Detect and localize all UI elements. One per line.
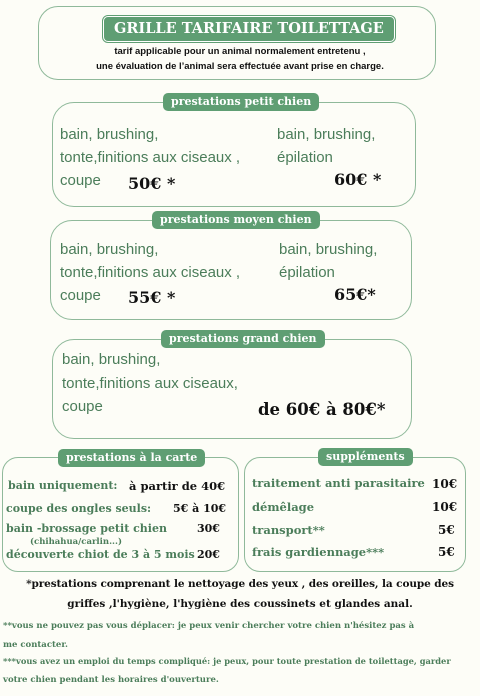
petit-left-line-2: tonte,finitions aux ciseaux , — [60, 149, 241, 166]
moyen-right-line-2: épilation — [279, 264, 335, 281]
carte-item-2-price: 5€ à 10€ — [173, 502, 227, 515]
carte-item-3-price: 30€ — [197, 522, 220, 535]
footnote-1b: griffes ,l'hygiène, l'hygiène des coussinets et glandes anal. — [67, 598, 413, 610]
supp-item-1-price: 10€ — [432, 477, 458, 491]
carte-item-1-price: à partir de 40€ — [129, 479, 226, 493]
grand-price: de 60€ à 80€* — [258, 400, 386, 419]
footnote-3b: votre chien pendant les horaires d'ouverture. — [3, 675, 219, 685]
carte-item-3-label: bain -brossage petit chien — [6, 522, 167, 535]
footnote-2a: **vous ne pouvez pas vous déplacer: je peux venir chercher votre chien n'hésitez pas à — [3, 621, 415, 631]
moyen-left-line-1: bain, brushing, — [60, 241, 159, 258]
header-line-1: tarif applicable pour un animal normalement entretenu , — [114, 46, 366, 57]
supp-item-4-label: frais gardiennage*** — [252, 545, 385, 559]
moyen-right-price: 65€* — [334, 285, 376, 304]
supp-item-3-price: 5€ — [438, 523, 455, 537]
petit-left-line-1: bain, brushing, — [60, 126, 159, 143]
page-title: GRILLE TARIFAIRE TOILETTAGE — [103, 16, 395, 42]
petit-right-price: 60€ * — [334, 170, 382, 189]
supp-item-3-label: transport** — [252, 523, 325, 537]
moyen-left-line-3: coupe — [60, 287, 101, 304]
carte-item-4-label: découverte chiot de 3 à 5 mois — [6, 548, 195, 561]
footnote-3a: ***vous avez un emploi du temps compliqué: je peux, pour toute prestation de toilettage, garder — [3, 656, 451, 666]
header-line-2: une évaluation de l’animal sera effectuée avant prise en charge. — [96, 61, 384, 72]
supplements-tag: suppléments — [318, 448, 413, 466]
carte-item-2-label: coupe des ongles seuls: — [6, 502, 152, 515]
moyen-chien-tag: prestations moyen chien — [152, 211, 320, 229]
petit-right-line-2: épilation — [277, 149, 333, 166]
footnote-1a: *prestations comprenant le nettoyage des yeux , des oreilles, la coupe des — [26, 578, 454, 590]
grand-line-1: bain, brushing, — [62, 351, 161, 368]
supp-item-4-price: 5€ — [438, 545, 455, 559]
supp-item-2-label: démêlage — [252, 500, 315, 514]
carte-item-4-price: 20€ — [197, 548, 220, 561]
grand-line-2: tonte,finitions aux ciseaux, — [62, 375, 238, 392]
petit-right-line-1: bain, brushing, — [277, 126, 376, 143]
carte-tag: prestations à la carte — [58, 449, 205, 467]
grand-line-3: coupe — [62, 398, 103, 415]
moyen-right-line-1: bain, brushing, — [279, 241, 378, 258]
grand-chien-tag: prestations grand chien — [161, 330, 325, 348]
supp-item-2-price: 10€ — [432, 500, 458, 514]
moyen-left-line-2: tonte,finitions aux ciseaux , — [60, 264, 241, 281]
petit-left-price: 50€ * — [128, 174, 176, 193]
petit-left-line-3: coupe — [60, 172, 101, 189]
carte-item-1-label: bain uniquement: — [8, 479, 118, 492]
carte-item-3-note: (chihahua/carlin...) — [30, 537, 122, 547]
footnote-2b: me contacter. — [3, 640, 68, 650]
moyen-left-price: 55€ * — [128, 288, 176, 307]
supp-item-1-label: traitement anti parasitaire — [252, 476, 425, 490]
petit-chien-tag: prestations petit chien — [163, 93, 319, 111]
